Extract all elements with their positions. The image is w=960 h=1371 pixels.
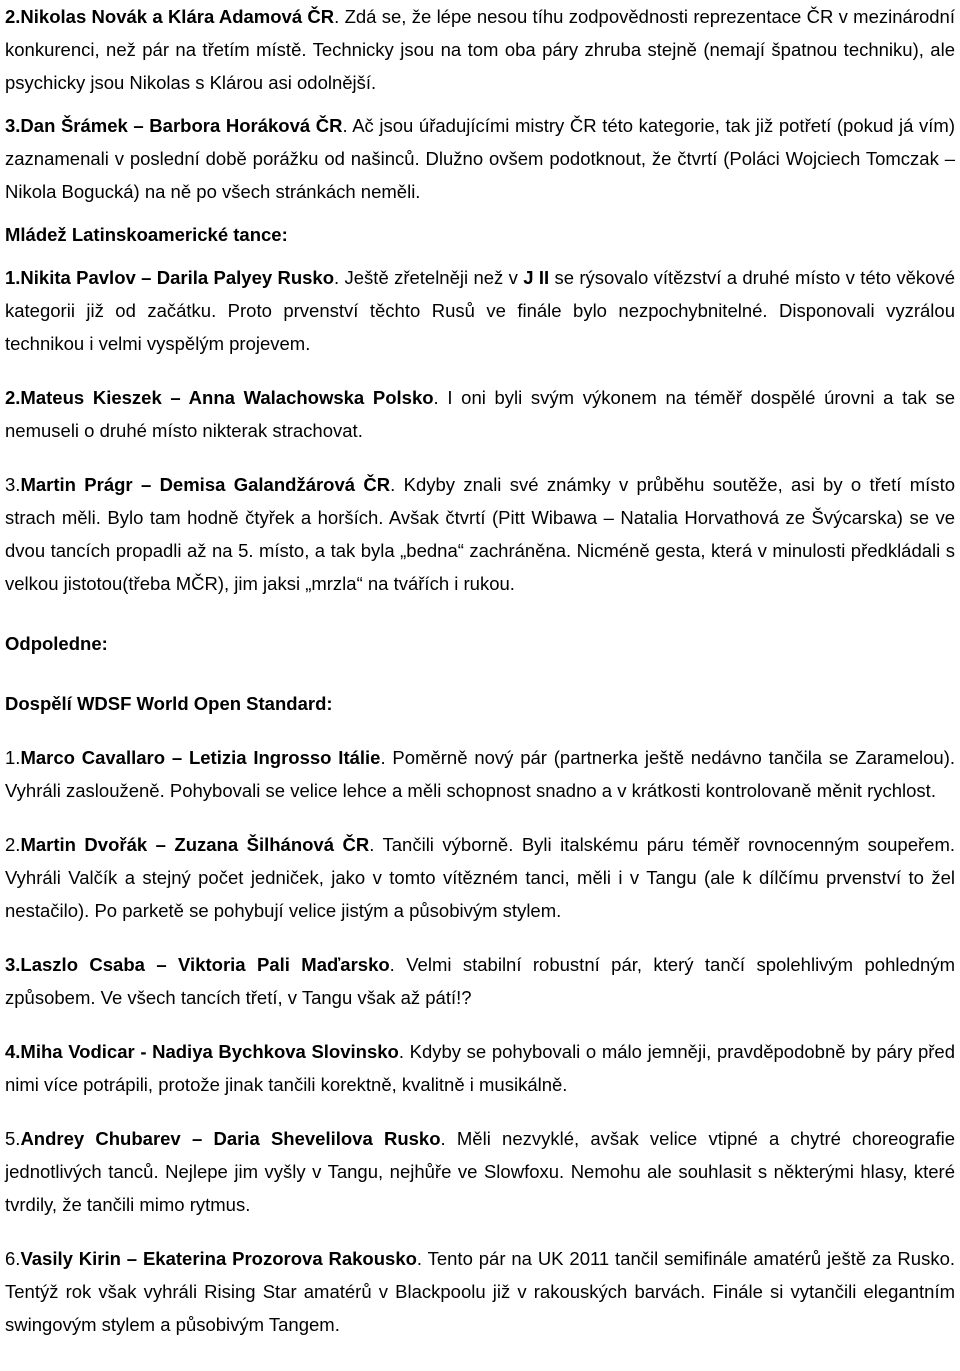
paragraph-csaba-pali (5, 948, 955, 1014)
couple-name: 2.Nikolas Novák a Klára Adamová ČR (5, 6, 335, 27)
paragraph-cavallaro-ingrosso (5, 741, 955, 807)
paragraph-kirin-prozorova (5, 1242, 955, 1341)
paragraph-chubarev-shevelilova (5, 1122, 955, 1221)
couple-name: Andrey Chubarev – Daria Shevelilova Rusko (20, 1128, 441, 1149)
couple-name: 1.Nikita Pavlov – Darila Palyey Rusko (5, 267, 335, 288)
couple-name: Marco Cavallaro – Letizia Ingrosso Itálie (20, 747, 381, 768)
paragraph-text: . Tančili výborně. Byli italskému páru téměř rovnocenným soupeřem. Vyhráli Valčík a stejný počet jedniček, jako v tomto vítězném tanci, měli i v Tangu (ale k dílčímu prvenství to žel nestačilo). Po parketě se pohybují velice jistým a působivým stylem. (5, 834, 955, 921)
couple-name: 4.Miha Vodicar - Nadiya Bychkova Slovinsko (5, 1041, 399, 1062)
placement-number: 2. (5, 834, 21, 855)
paragraph-sramek-horakova (5, 109, 955, 208)
placement-number: 6. (5, 1248, 21, 1269)
couple-name: 3.Laszlo Csaba – Viktoria Pali Maďarsko (5, 954, 390, 975)
heading-afternoon: Odpoledne: (5, 633, 108, 654)
paragraph-text: . Měli nezvyklé, avšak velice vtipné a chytré choreografie jednotlivých tanců. Nejlepe jim vyšly v Tangu, nejhůře ve Slowfoxu. Nemohu ale souhlasit s některými hlasy, které tvrdily, že tančili mimo rytmus. (5, 1128, 955, 1215)
couple-name: 2.Mateus Kieszek – Anna Walachowska Polsko (5, 387, 434, 408)
paragraph-dvorak-silhanova (5, 828, 955, 927)
paragraph-text: . Ač jsou úřadujícími mistry ČR této kategorie, tak již potřetí (pokud já vím) zaznamenali v poslední době porážku od našinců. Dlužno ovšem podotknout, že čtvrtí (Poláci Wojciech Tomczak – Nikola Bogucká) na ně po všech stránkách neměli. (5, 115, 956, 202)
heading-youth-latin: Mládež Latinskoamerické tance: (5, 224, 288, 245)
paragraph-text: . Ještě zřetelněji než v (334, 267, 524, 288)
placement-number: 3. (5, 474, 21, 495)
paragraph-pragr-galandzarova (5, 468, 955, 600)
paragraph-text: . Kdyby znali své známky v průběhu soutěže, asi by o třetí místo strach měli. Bylo tam hodně čtyřek a horších. Avšak čtvrtí (Pitt Wibawa – Natalia Horvathová ze Švýcarska) se ve dvou tancích propadli až na 5. místo, a tak byla „bedna“ zachráněna. Nicméně gesta, která v minulosti předkládali s velkou jistotou(třeba MČR), jim jaksi „mrzla“ na tvářích i rukou. (5, 474, 955, 594)
document-page (5, 0, 955, 1341)
paragraph-novak-adamova (5, 0, 955, 99)
paragraph-text: . Zdá se, že lépe nesou tíhu zodpovědnosti reprezentace ČR v mezinárodní konkurenci, než pár na třetím místě. Technicky jsou na tom oba páry zhruba stejně (nemají špatnou techniku), ale psychicky jsou Nikolas s Klárou asi odolnější. (5, 6, 955, 93)
paragraph-kieszek-walachowska (5, 381, 955, 447)
couple-name: 3.Dan Šrámek – Barbora Horáková ČR (5, 115, 343, 136)
category-name: J II (523, 267, 550, 288)
couple-name: Martin Prágr – Demisa Galandžárová ČR (20, 474, 391, 495)
paragraph-text: . I oni byli svým výkonem na téměř dospělé úrovni a tak se nemuseli o druhé místo nikterak strachovat. (5, 387, 955, 441)
paragraph-text: . Velmi stabilní robustní pár, který tančí spolehlivým pohledným způsobem. Ve všech tancích třetí, v Tangu však až pátí!? (5, 954, 955, 1008)
couple-name: Martin Dvořák – Zuzana Šilhánová ČR (20, 834, 370, 855)
placement-number: 5. (5, 1128, 21, 1149)
paragraph-text: . Kdyby se pohybovali o málo jemněji, pravděpodobně by páry před nimi více potrápili, protože jinak tančili korektně, kvalitně i musikálně. (5, 1041, 955, 1095)
paragraph-text: . Poměrně nový pár (partnerka ještě nedávno tančila se Zaramelou). Vyhráli zaslouženě. Pohybovali se velice lehce a měli schopnost snadno a v krátkosti kontrolovaně měnit rychlost. (5, 747, 955, 801)
heading-adults-standard: Dospělí WDSF World Open Standard: (5, 693, 333, 714)
placement-number: 1. (5, 747, 21, 768)
paragraph-text: . Tento pár na UK 2011 tančil semifinále amatérů ještě za Rusko. Tentýž rok však vyhráli Rising Star amatérů v Blackpoolu již v rakouských barvách. Finále si vytančili elegantním swingovým stylem a působivým Tangem. (5, 1248, 955, 1335)
paragraph-pavlov-palyey (5, 261, 955, 360)
paragraph-vodicar-bychkova (5, 1035, 955, 1101)
paragraph-text: se rýsovalo vítězství a druhé místo v této věkové kategorii již od začátku. Proto prvenství těchto Rusů ve finále bylo nezpochybnitelné. Disponovali vyzrálou technikou i velmi vyspělým projevem. (5, 267, 956, 354)
couple-name: Vasily Kirin – Ekaterina Prozorova Rakousko (20, 1248, 417, 1269)
